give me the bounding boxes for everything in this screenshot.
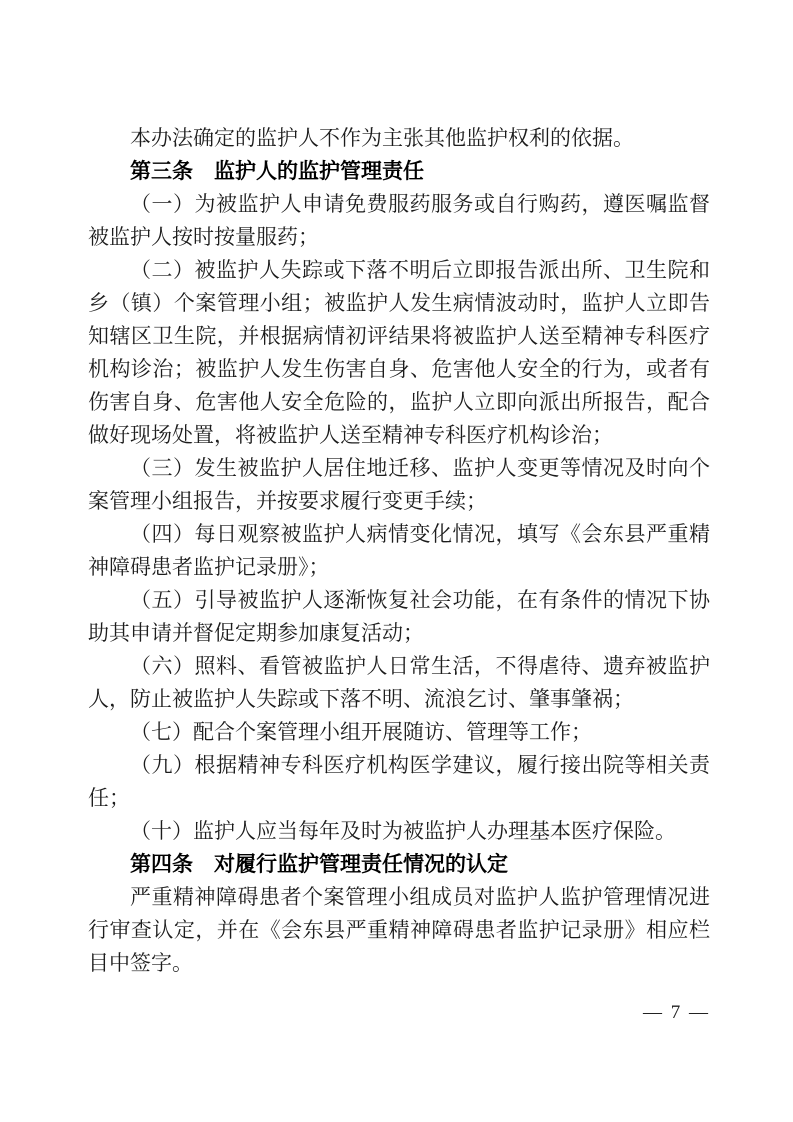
paragraph-item-2: （二）被监护人失踪或下落不明后立即报告派出所、卫生院和乡（镇）个案管理小组；被监护人发生病情波动时，监护人立即告知辖区卫生院，并根据病情初评结果将被监护人送至精神专科医疗机构诊治；被监护人发生伤害自身、危害他人安全的行为，或者有伤害自身、危害他人安全危险的，监护人立即向派出所报告，配合做好现场处置，将被监护人送至精神专科医疗机构诊治； (88, 258, 710, 447)
paragraph-item-6: （六）照料、看管被监护人日常生活，不得虐待、遗弃被监护人，防止被监护人失踪或下落不明、流浪乞讨、肇事肇祸； (88, 654, 710, 711)
paragraph-item-10: （十）监护人应当每年及时为被监护人办理基本医疗保险。 (130, 819, 676, 843)
article-3-heading: 第三条 监护人的监护管理责任 (130, 160, 424, 183)
paragraph-item-7: （七）配合个案管理小组开展随访、管理等工作； (130, 720, 592, 744)
paragraph-item-5: （五）引导被监护人逐渐恢复社会功能，在有条件的情况下协助其申请并督促定期参加康复活动； (88, 588, 710, 645)
paragraph-article-4: 严重精神障碍患者个案管理小组成员对监护人监护管理情况进行审查认定，并在《会东县严重精神障碍患者监护记录册》相应栏目中签字。 (88, 885, 710, 975)
document-body (88, 122, 710, 980)
page-number: — 7 — (643, 1002, 710, 1023)
paragraph-item-3: （三）发生被监护人居住地迁移、监护人变更等情况及时向个案管理小组报告，并按要求履行变更手续； (88, 456, 710, 513)
paragraph-item-1: （一）为被监护人申请免费服药服务或自行购药，遵医嘱监督被监护人按时按量服药； (88, 192, 710, 249)
paragraph-intro: 本办法确定的监护人不作为主张其他监护权利的依据。 (130, 126, 634, 150)
paragraph-item-4: （四）每日观察被监护人病情变化情况，填写《会东县严重精神障碍患者监护记录册》； (88, 522, 710, 579)
paragraph-item-9: （九）根据精神专科医疗机构医学建议，履行接出院等相关责任； (88, 753, 710, 810)
article-4-heading: 第四条 对履行监护管理责任情况的认定 (130, 853, 508, 876)
